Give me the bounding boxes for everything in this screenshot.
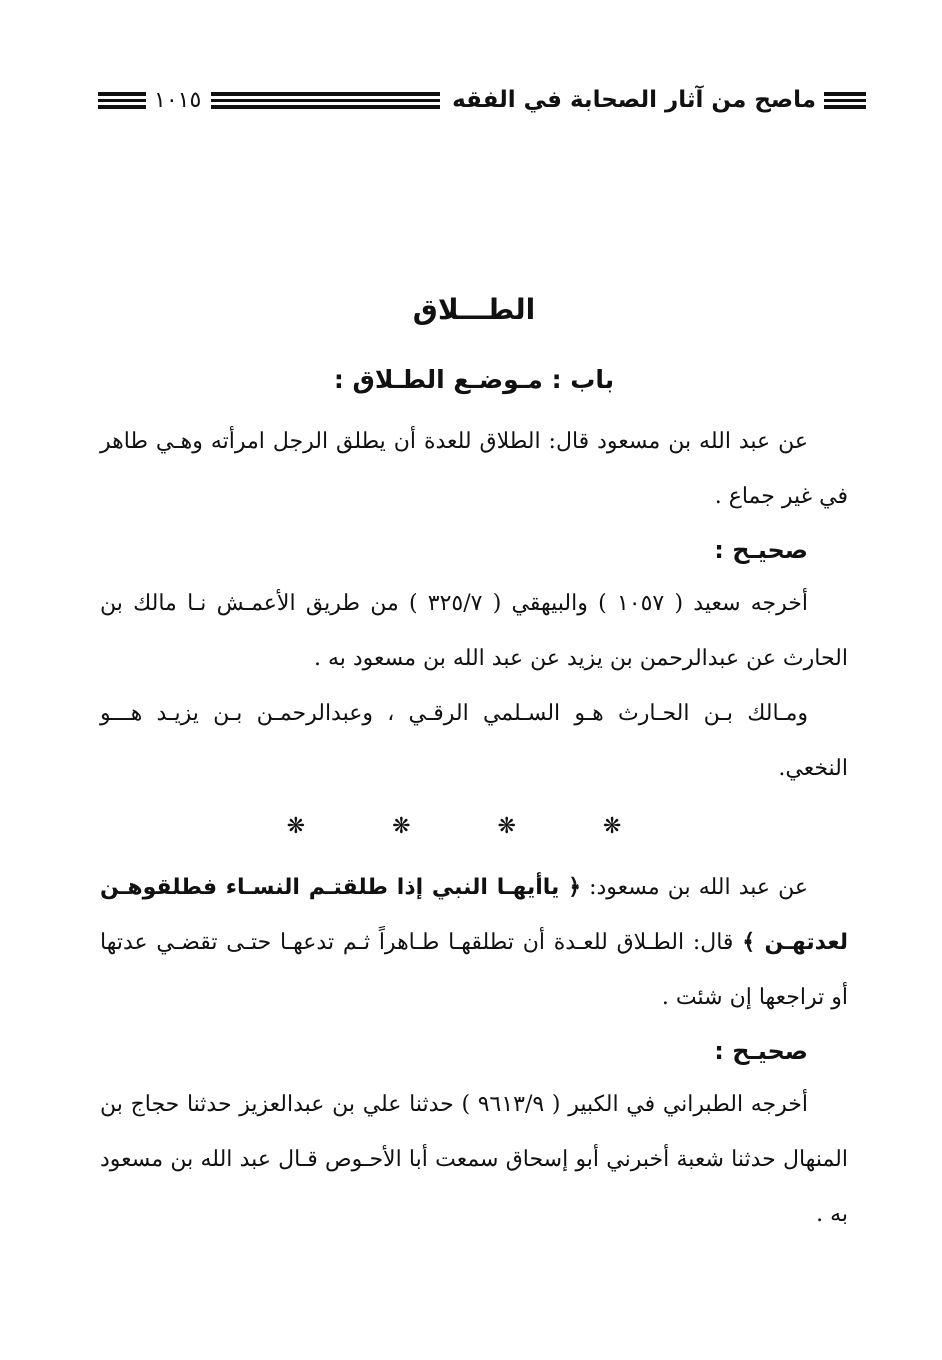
entry-1-takhrij: أخرجه سعيد ( ١٠٥٧ ) والبيهقي ( ٣٢٥/٧ ) من طريق الأعمـش نـا مالك بن الحارث عن عبدالرحمن بن يزيد عن عبد الله بن مسعود به . <box>100 591 848 671</box>
entry-1-text: عن عبد الله بن مسعود قال: الطلاق للعدة أن يطلق الرجل امرأته وهـي طاهر في غير جماع . <box>100 429 848 509</box>
header-rule-left <box>98 92 146 109</box>
running-title: ماصح من آثار الصحابة في الفقه <box>452 87 816 113</box>
entry-2-text <box>100 860 848 1025</box>
section-separator: ❋ ❋ ❋ ❋ <box>286 814 662 839</box>
entry-2-takhrij: أخرجه الطبراني في الكبير ( ٩٦١٣/٩ ) حدثنا علي بن عبدالعزيز حدثنا حجاج بن المنهال حدثنا شعبة أخبرني أبو إسحاق سمعت أبا الأحـوص قـال عبد الله بن مسعود به . <box>100 1092 848 1227</box>
page-header <box>98 78 866 122</box>
page-number: ١٠١٥ <box>154 87 202 113</box>
header-rule-middle <box>211 92 440 109</box>
entry-1-note: ومـالك بـن الحـارث هـو السـلمي الرقـي ، وعبدالرحمـن بـن يزيـد هـــو النخعي. <box>100 701 848 781</box>
entry-2-text-before: عن عبد الله بن مسعود: <box>580 875 809 900</box>
quran-verse: ﴿ ياأيهـا النبي إذا طلقتـم النسـاء فطلقوهـن لعدتهـن ﴾ <box>100 875 848 955</box>
entry-2-verdict: صحيـح : <box>714 1037 808 1065</box>
section-title: باب : مـوضـع الطـلاق : <box>333 365 615 394</box>
entry-2-text-after: قال: الطـلاق للعـدة أن تطلقهـا طـاهراً ثـم تدعهـا حتـى تقضـي عدتها أو تراجعها إن شئت . <box>100 930 848 1010</box>
entry-2 <box>100 860 848 1242</box>
entry-1-verdict: صحيـح : <box>714 536 808 564</box>
entry-1 <box>100 414 848 796</box>
header-rule-right <box>824 92 866 109</box>
page-content <box>100 290 848 1242</box>
chapter-title: الطـــلاق <box>412 293 536 326</box>
